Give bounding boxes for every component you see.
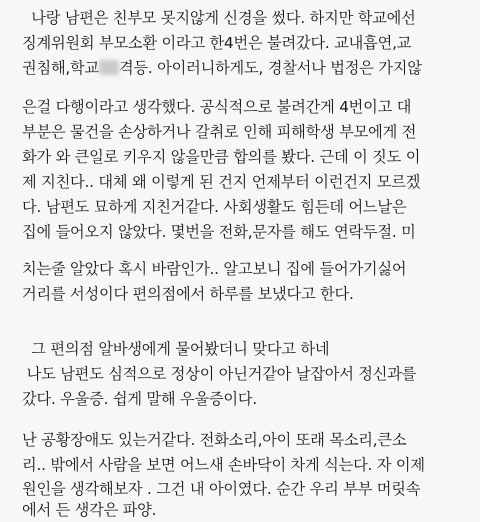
- text-line: 다. 남편도 묘하게 지친거같다. 사회생활도 힘든데 어느날은: [22, 198, 407, 216]
- text-line: 치는줄 알았다 혹시 바람인가.. 알고보니 집에 들어가기싫어: [22, 260, 407, 278]
- text-line: 부분은 물건을 손상하거나 갈취로 인해 피해학생 부모에게 전: [22, 123, 417, 141]
- text-line: 집에 들어오지 않았다. 몇번을 전화,문자를 해도 연락두절. 미: [22, 223, 416, 241]
- text-line: 원인을 생각해보자 . 그건 내 아이였다. 순간 우리 부부 머릿속: [22, 480, 421, 498]
- text-segment: 권침해,학교: [22, 59, 99, 77]
- text-line: 나도 남편도 심적으로 정상이 아닌거같아 날잡아서 정신과를: [22, 365, 417, 383]
- text-line: 징계위원회 부모소환 이라고 한4번은 불려갔다. 교내흡연,교: [22, 34, 412, 52]
- text-line: 나랑 남편은 친부모 못지않게 신경을 썼다. 하지만 학교에선: [22, 9, 416, 27]
- text-line: 리.. 밖에서 사람을 보면 어느새 손바닥이 차게 식는다. 자 이제: [22, 456, 425, 474]
- text-line: 그 편의점 알바생에게 물어봤더니 맞다고 하네: [22, 340, 330, 358]
- text-line: 은걸 다행이라고 생각했다. 공식적으로 불려간게 4번이고 대: [22, 98, 412, 116]
- text-line: 갔다. 우울증. 쉽게 말해 우울증이다.: [22, 390, 257, 408]
- text-line: 거리를 서성이다 편의점에서 하루를 보냈다고 한다.: [22, 285, 354, 303]
- text-line: 제 지친다.. 대체 왜 이렇게 된 건지 언제부터 이런건지 모르겠: [22, 173, 421, 191]
- text-line: 에서 든 생각은 파양.: [22, 501, 157, 519]
- redacted-blur: [99, 60, 119, 75]
- text-segment: 격등. 아이러니하게도, 경찰서나 법정은 가지않: [118, 59, 422, 77]
- text-line: 화가 와 큰일로 키우지 않을만큼 합의를 봤다. 근데 이 짓도 이: [22, 148, 421, 166]
- text-line: 난 공황장애도 있는거같다. 전화소리,아이 또래 목소리,큰소: [22, 431, 407, 449]
- text-line: [22, 58, 422, 78]
